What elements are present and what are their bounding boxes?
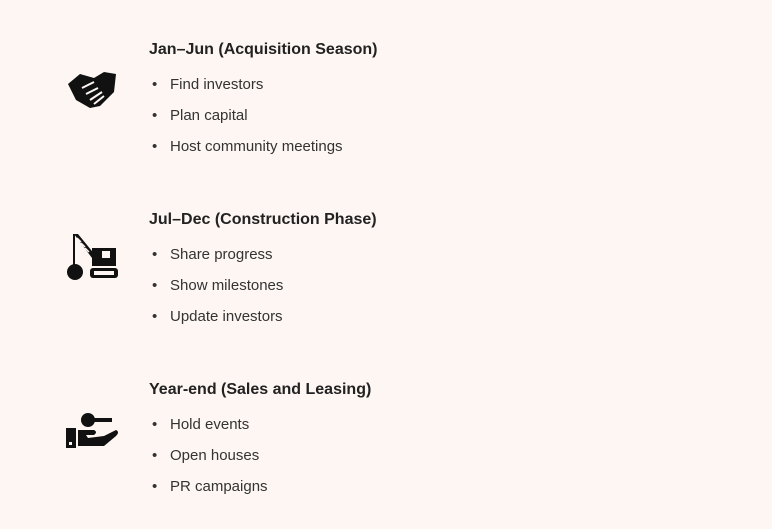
list-item: • Open houses — [149, 440, 268, 471]
crane-icon — [64, 232, 120, 282]
section-construction — [0, 210, 772, 350]
section-title: Jul–Dec (Construction Phase) — [149, 211, 377, 228]
list-item: • Plan capital — [149, 100, 343, 131]
list-item: • Update investors — [149, 301, 283, 332]
list-item: • Host community meetings — [149, 131, 343, 162]
section-title: Jan–Jun (Acquisition Season) — [149, 41, 378, 58]
list-item: • PR campaigns — [149, 471, 268, 502]
list-item: • Share progress — [149, 239, 283, 270]
handshake-icon — [64, 62, 120, 112]
list-item: • Show milestones — [149, 270, 283, 301]
bullet-list — [149, 409, 268, 502]
section-title: Year-end (Sales and Leasing) — [149, 381, 372, 398]
bullet-list — [149, 239, 283, 332]
section-acquisition — [0, 40, 772, 180]
list-item: • Find investors — [149, 69, 343, 100]
bullet-list — [149, 69, 343, 162]
list-item: • Hold events — [149, 409, 268, 440]
hand-key-icon — [64, 402, 120, 452]
section-sales — [0, 380, 772, 520]
